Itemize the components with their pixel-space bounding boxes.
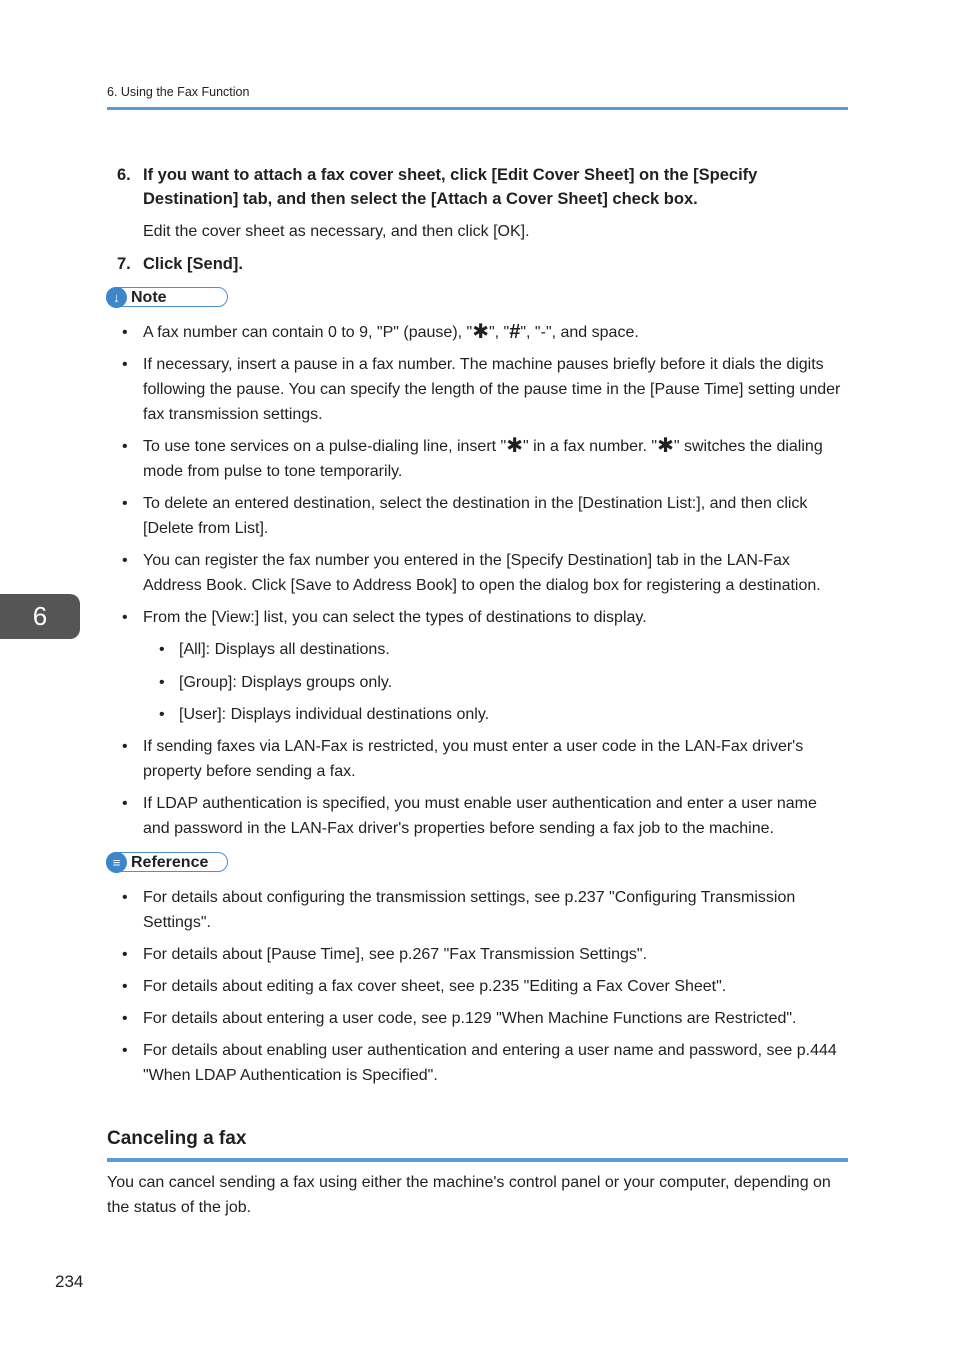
section-title: Canceling a fax bbox=[107, 1128, 247, 1149]
bullet-marker: • bbox=[159, 641, 165, 658]
reference-item-text: For details about [Pause Time], see p.267 "Fax Transmission Settings". bbox=[143, 946, 648, 963]
asterisk-icon: ✱ bbox=[657, 435, 674, 457]
reference-item-text: For details about editing a fax cover sheet, see p.235 "Editing a Fax Cover Sheet". bbox=[143, 978, 727, 995]
bullet-marker: • bbox=[159, 674, 165, 691]
step-text: If you want to attach a fax cover sheet, click [Edit Cover Sheet] on the [Specify Destination] tab, and then select the [Attach a Cover Sheet] check box. bbox=[143, 166, 758, 208]
step-number: 7. bbox=[117, 255, 131, 273]
note-item-text: If necessary, insert a pause in a fax number. The machine pauses briefly before it dials the digits following the pause. You can specify the length of the pause time in the [Pause Time] setting under fax transmission settings. bbox=[143, 356, 841, 423]
asterisk-icon: ✱ bbox=[472, 321, 489, 343]
note-item-text: To use tone services on a pulse-dialing line, insert "✱" in a fax number. "✱" switches the dialing mode from pulse to tone temporarily. bbox=[143, 435, 823, 480]
bullet-marker: • bbox=[122, 438, 128, 455]
note-badge bbox=[106, 287, 228, 307]
step-text: Click [Send]. bbox=[143, 255, 243, 273]
bullet-marker: • bbox=[122, 738, 128, 755]
running-header: 6. Using the Fax Function bbox=[107, 85, 250, 99]
view-option-text: [All]: Displays all destinations. bbox=[179, 641, 390, 658]
section-body: You can cancel sending a fax using either the machine's control panel or your computer, depending on the status of the job. bbox=[107, 1174, 831, 1216]
view-option-text: [Group]: Displays groups only. bbox=[179, 674, 393, 691]
note-label: Note bbox=[131, 289, 167, 306]
reference-item-text: For details about enabling user authentication and entering a user name and password, see p.444 "When LDAP Authentication is Specified". bbox=[143, 1042, 837, 1084]
bullet-marker: • bbox=[122, 495, 128, 512]
header-rule bbox=[107, 107, 848, 110]
bullet-marker: • bbox=[122, 978, 128, 995]
reference-badge bbox=[106, 852, 228, 872]
hash-icon: # bbox=[509, 321, 521, 343]
chapter-tab: 6 bbox=[0, 594, 80, 639]
bullet-marker: • bbox=[122, 356, 128, 373]
bullet-marker: • bbox=[122, 609, 128, 626]
note-item-text: If LDAP authentication is specified, you must enable user authentication and enter a user name and password in the LAN-Fax driver's properties before sending a fax job to the machine. bbox=[143, 795, 817, 837]
bullet-marker: • bbox=[122, 946, 128, 963]
note-item-text: From the [View:] list, you can select the types of destinations to display. bbox=[143, 609, 647, 626]
bullet-marker: • bbox=[122, 795, 128, 812]
bullet-marker: • bbox=[122, 1042, 128, 1059]
reference-item-text: For details about entering a user code, see p.129 "When Machine Functions are Restricted". bbox=[143, 1010, 797, 1027]
note-item-text: You can register the fax number you entered in the [Specify Destination] tab in the LAN-Fax Address Book. Click [Save to Address Book] to open the dialog box for registering a destination. bbox=[143, 552, 821, 594]
asterisk-icon: ✱ bbox=[506, 435, 523, 457]
page-number: 234 bbox=[55, 1272, 84, 1291]
note-item-text: If sending faxes via LAN-Fax is restricted, you must enter a user code in the LAN-Fax driver's property before sending a fax. bbox=[143, 738, 804, 780]
view-option-text: [User]: Displays individual destinations only. bbox=[179, 706, 490, 723]
down-arrow-icon: ↓ bbox=[106, 287, 127, 308]
step-number: 6. bbox=[117, 166, 131, 184]
reference-label: Reference bbox=[131, 854, 209, 871]
bullet-marker: • bbox=[122, 552, 128, 569]
bullet-marker: • bbox=[122, 889, 128, 906]
document-icon: ≡ bbox=[106, 852, 127, 873]
reference-item-text: For details about configuring the transmission settings, see p.237 "Configuring Transmission Settings". bbox=[143, 889, 796, 931]
bullet-marker: • bbox=[122, 1010, 128, 1027]
bullet-marker: • bbox=[122, 324, 128, 341]
note-item-text: A fax number can contain 0 to 9, "P" (pause), "✱", "#", "-", and space. bbox=[143, 321, 639, 343]
note-item-text: To delete an entered destination, select the destination in the [Destination List:], and then click [Delete from List]. bbox=[143, 495, 808, 537]
section-rule bbox=[107, 1158, 848, 1162]
bullet-marker: • bbox=[159, 706, 165, 723]
step-6-detail: Edit the cover sheet as necessary, and then click [OK]. bbox=[143, 223, 530, 240]
